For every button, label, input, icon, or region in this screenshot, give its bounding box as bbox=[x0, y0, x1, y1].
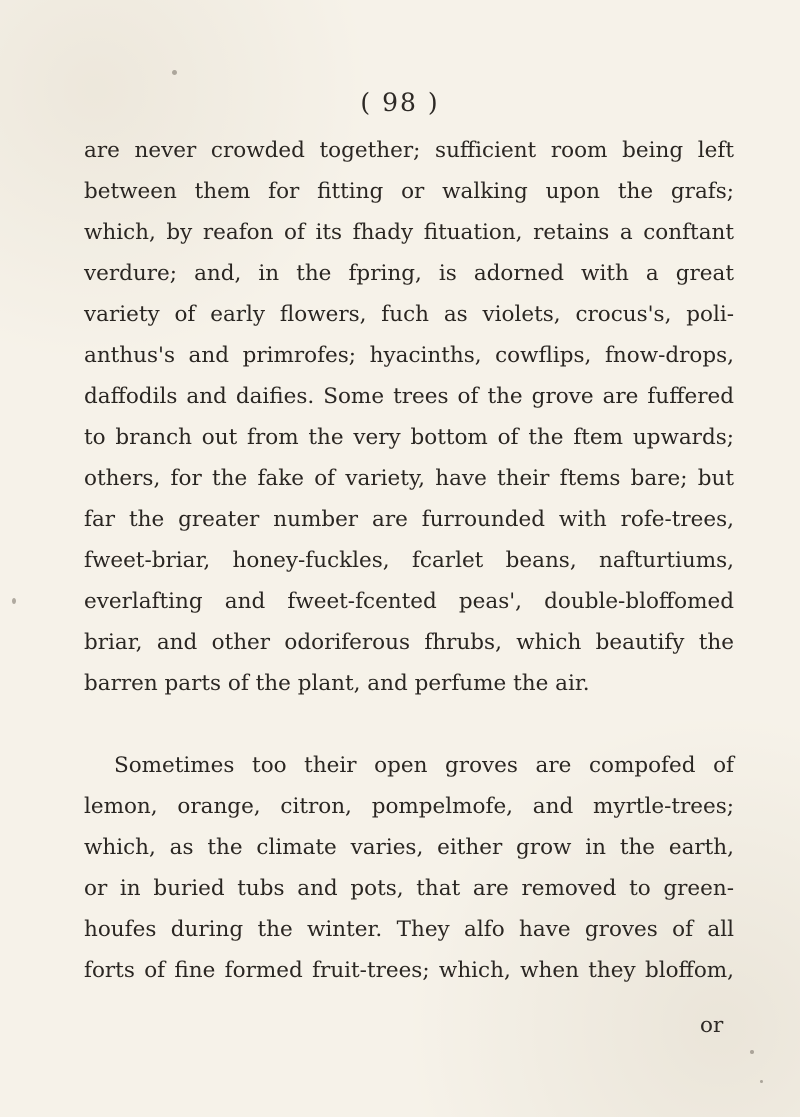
text-line: far the greater number are furrounded with rofe-trees, bbox=[84, 507, 734, 532]
text-line: anthus's and primrofes; hyacinths, cowflips, fnow-drops, bbox=[84, 343, 734, 368]
text-line: daffodils and daifies. Some trees of the grove are fuffered bbox=[84, 384, 734, 409]
text-line: Sometimes too their open groves are compofed of bbox=[114, 753, 734, 778]
text-line: are never crowded together; sufficient room being left bbox=[84, 138, 734, 163]
paragraph-2 bbox=[84, 745, 734, 991]
text-line: fweet-briar, honey-fuckles, fcarlet beans, nafturtiums, bbox=[84, 548, 734, 573]
text-line: everlafting and fweet-fcented peas', double-bloffomed bbox=[84, 589, 734, 614]
text-line: others, for the fake of variety, have their ftems bare; but bbox=[84, 466, 734, 491]
text-line: which, by reafon of its fhady fituation, retains a conftant bbox=[84, 220, 734, 245]
paper-speck bbox=[12, 598, 16, 604]
catchword: or bbox=[700, 1013, 724, 1038]
text-line: lemon, orange, citron, pompelmofe, and myrtle-trees; bbox=[84, 794, 734, 819]
body-text bbox=[84, 130, 734, 991]
text-line: variety of early flowers, fuch as violets, crocus's, poli- bbox=[84, 302, 734, 327]
text-line: verdure; and, in the fpring, is adorned with a great bbox=[84, 261, 734, 286]
text-line: which, as the climate varies, either grow in the earth, bbox=[84, 835, 734, 860]
text-line: briar, and other odoriferous fhrubs, which beautify the bbox=[84, 630, 734, 655]
text-line: or in buried tubs and pots, that are removed to green- bbox=[84, 876, 734, 901]
text-line: forts of fine formed fruit-trees; which, when they bloffom, bbox=[84, 958, 734, 983]
text-line: houfes during the winter. They alfo have groves of all bbox=[84, 917, 734, 942]
page-number: ( 98 ) bbox=[360, 88, 440, 117]
paragraph-1 bbox=[84, 130, 734, 704]
paper-speck bbox=[760, 1080, 763, 1083]
paper-speck bbox=[172, 70, 177, 75]
text-line: between them for fitting or walking upon the grafs; bbox=[84, 179, 734, 204]
text-line: barren parts of the plant, and perfume the air. bbox=[84, 671, 590, 696]
paper-speck bbox=[750, 1050, 754, 1054]
paragraph-gap bbox=[84, 704, 734, 745]
text-line: to branch out from the very bottom of the ftem upwards; bbox=[84, 425, 734, 450]
